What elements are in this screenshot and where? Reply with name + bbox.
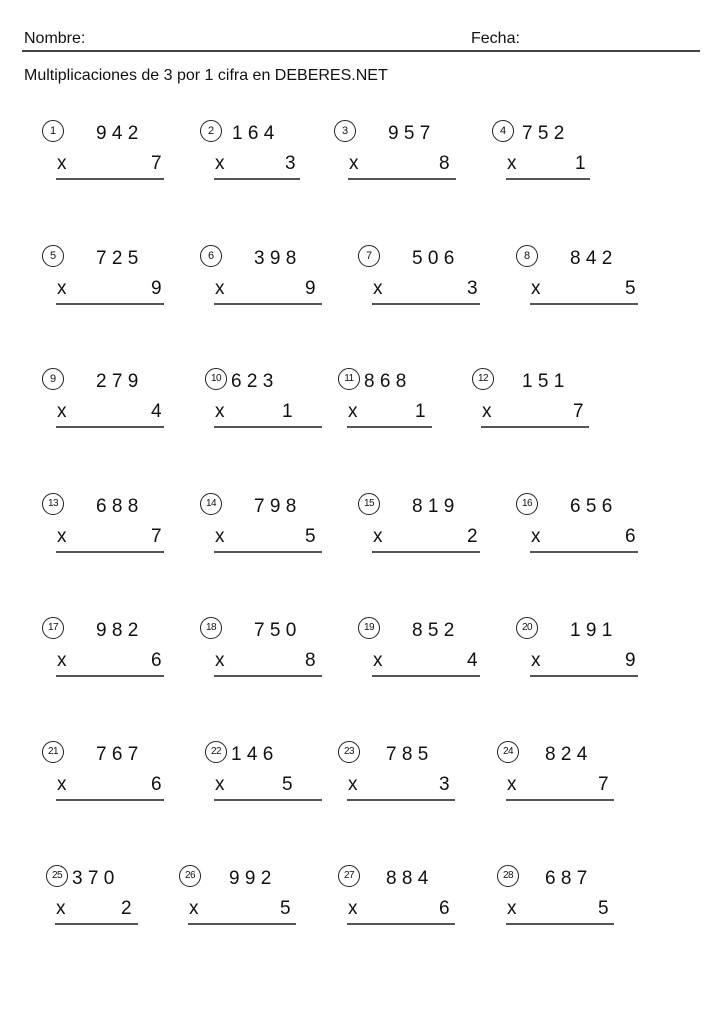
problem-number-badge: 17 — [42, 617, 64, 639]
problem-number-badge: 2 — [200, 120, 222, 142]
problem-28 — [497, 865, 627, 945]
multiply-sign: x — [215, 526, 225, 547]
problem-9 — [42, 368, 172, 448]
problem-number-badge: 1 — [42, 120, 64, 142]
multiplicand: 8 8 4 — [386, 868, 429, 889]
problem-number-badge: 14 — [200, 493, 222, 515]
multiplicand: 9 9 2 — [229, 868, 272, 889]
header-divider — [22, 50, 700, 52]
problem-5 — [42, 245, 172, 325]
multiplier: 2 — [467, 526, 478, 547]
multiplier: 7 — [573, 401, 584, 422]
answer-line — [372, 551, 480, 553]
problem-1 — [42, 120, 172, 200]
date-label: Fecha: — [471, 30, 520, 47]
problem-number-badge: 6 — [200, 245, 222, 267]
answer-line — [506, 799, 614, 801]
multiplier: 6 — [151, 774, 162, 795]
answer-line — [530, 551, 638, 553]
problem-number-badge: 12 — [472, 368, 494, 390]
multiplier: 4 — [151, 401, 162, 422]
multiplicand: 8 5 2 — [412, 620, 455, 641]
answer-line — [530, 675, 638, 677]
problem-number-badge: 3 — [334, 120, 356, 142]
multiplier: 5 — [625, 278, 636, 299]
name-label: Nombre: — [24, 30, 86, 47]
problem-17 — [42, 617, 172, 697]
multiply-sign: x — [215, 401, 225, 422]
multiply-sign: x — [215, 774, 225, 795]
problem-25 — [46, 865, 176, 945]
problem-19 — [358, 617, 488, 697]
multiplicand: 6 8 7 — [545, 868, 588, 889]
multiplier: 6 — [439, 898, 450, 919]
answer-line — [214, 799, 322, 801]
multiplier: 5 — [305, 526, 316, 547]
multiply-sign: x — [373, 526, 383, 547]
multiply-sign: x — [348, 898, 358, 919]
problem-number-badge: 26 — [179, 865, 201, 887]
multiply-sign: x — [507, 153, 517, 174]
answer-line — [506, 923, 614, 925]
multiplier: 3 — [467, 278, 478, 299]
multiply-sign: x — [349, 153, 359, 174]
answer-line — [347, 799, 455, 801]
multiplier: 6 — [151, 650, 162, 671]
multiplier: 5 — [598, 898, 609, 919]
problem-3 — [334, 120, 464, 200]
multiplicand: 3 9 8 — [254, 248, 297, 269]
answer-line — [481, 426, 589, 428]
problem-6 — [200, 245, 330, 325]
multiplier: 9 — [305, 278, 316, 299]
problem-number-badge: 10 — [205, 368, 227, 390]
multiplicand: 3 7 0 — [72, 868, 115, 889]
answer-line — [188, 923, 296, 925]
multiplier: 1 — [282, 401, 293, 422]
problem-number-badge: 16 — [516, 493, 538, 515]
worksheet-title: Multiplicaciones de 3 por 1 cifra en DEBERES.NET — [24, 67, 388, 84]
multiplier: 3 — [285, 153, 296, 174]
answer-line — [347, 426, 432, 428]
problem-number-badge: 11 — [338, 368, 360, 390]
problem-number-badge: 22 — [205, 741, 227, 763]
problem-number-badge: 28 — [497, 865, 519, 887]
problem-8 — [516, 245, 646, 325]
problem-14 — [200, 493, 330, 573]
multiplier: 8 — [305, 650, 316, 671]
multiplicand: 7 6 7 — [96, 744, 139, 765]
multiplier: 1 — [415, 401, 426, 422]
multiply-sign: x — [57, 650, 67, 671]
problem-16 — [516, 493, 646, 573]
answer-line — [372, 303, 480, 305]
multiplier: 6 — [625, 526, 636, 547]
multiplier: 7 — [151, 526, 162, 547]
problem-20 — [516, 617, 646, 697]
problem-2 — [200, 120, 330, 200]
problem-7 — [358, 245, 488, 325]
multiply-sign: x — [189, 898, 199, 919]
multiplicand: 8 6 8 — [364, 371, 407, 392]
problem-22 — [205, 741, 335, 821]
multiply-sign: x — [348, 401, 358, 422]
answer-line — [506, 178, 590, 180]
answer-line — [347, 923, 455, 925]
multiplier: 5 — [280, 898, 291, 919]
answer-line — [56, 303, 164, 305]
answer-line — [56, 799, 164, 801]
multiply-sign: x — [57, 278, 67, 299]
multiplicand: 9 8 2 — [96, 620, 139, 641]
problem-number-badge: 20 — [516, 617, 538, 639]
answer-line — [214, 675, 322, 677]
multiply-sign: x — [215, 153, 225, 174]
answer-line — [214, 178, 300, 180]
multiplicand: 8 1 9 — [412, 496, 455, 517]
multiply-sign: x — [531, 650, 541, 671]
problem-number-badge: 8 — [516, 245, 538, 267]
problem-13 — [42, 493, 172, 573]
multiplier: 7 — [151, 153, 162, 174]
multiply-sign: x — [215, 278, 225, 299]
answer-line — [56, 426, 164, 428]
multiply-sign: x — [531, 526, 541, 547]
answer-line — [214, 303, 322, 305]
multiplicand: 6 8 8 — [96, 496, 139, 517]
multiplicand: 8 4 2 — [570, 248, 613, 269]
multiply-sign: x — [215, 650, 225, 671]
multiply-sign: x — [57, 774, 67, 795]
answer-line — [530, 303, 638, 305]
problem-number-badge: 7 — [358, 245, 380, 267]
multiplicand: 7 5 2 — [522, 123, 565, 144]
multiply-sign: x — [57, 401, 67, 422]
multiply-sign: x — [348, 774, 358, 795]
multiplicand: 7 9 8 — [254, 496, 297, 517]
problem-10 — [205, 368, 335, 448]
problem-18 — [200, 617, 330, 697]
multiply-sign: x — [531, 278, 541, 299]
problem-23 — [338, 741, 468, 821]
problem-number-badge: 19 — [358, 617, 380, 639]
problem-number-badge: 5 — [42, 245, 64, 267]
answer-line — [56, 675, 164, 677]
multiply-sign: x — [57, 526, 67, 547]
problem-number-badge: 13 — [42, 493, 64, 515]
multiplicand: 7 2 5 — [96, 248, 139, 269]
answer-line — [214, 551, 322, 553]
multiplicand: 1 4 6 — [231, 744, 274, 765]
problem-number-badge: 25 — [46, 865, 68, 887]
answer-line — [56, 551, 164, 553]
answer-line — [56, 178, 164, 180]
problem-number-badge: 21 — [42, 741, 64, 763]
problem-number-badge: 23 — [338, 741, 360, 763]
multiplicand: 7 8 5 — [386, 744, 429, 765]
problem-4 — [492, 120, 622, 200]
multiply-sign: x — [56, 898, 66, 919]
multiplicand: 2 7 9 — [96, 371, 139, 392]
multiplicand: 1 6 4 — [232, 123, 275, 144]
multiplier: 9 — [151, 278, 162, 299]
multiplicand: 8 2 4 — [545, 744, 588, 765]
multiplier: 8 — [439, 153, 450, 174]
problem-number-badge: 18 — [200, 617, 222, 639]
multiply-sign: x — [507, 898, 517, 919]
problem-number-badge: 24 — [497, 741, 519, 763]
multiplicand: 1 9 1 — [570, 620, 613, 641]
multiplicand: 1 5 1 — [522, 371, 565, 392]
problem-number-badge: 9 — [42, 368, 64, 390]
problem-number-badge: 27 — [338, 865, 360, 887]
multiplicand: 6 5 6 — [570, 496, 613, 517]
problem-21 — [42, 741, 172, 821]
multiplier: 5 — [282, 774, 293, 795]
answer-line — [372, 675, 480, 677]
problem-27 — [338, 865, 468, 945]
multiplicand: 9 5 7 — [388, 123, 431, 144]
multiply-sign: x — [507, 774, 517, 795]
problem-15 — [358, 493, 488, 573]
answer-line — [214, 426, 322, 428]
multiplicand: 5 0 6 — [412, 248, 455, 269]
multiplicand: 9 4 2 — [96, 123, 139, 144]
multiplier: 2 — [121, 898, 132, 919]
multiplier: 1 — [575, 153, 586, 174]
problem-12 — [472, 368, 602, 448]
multiplier: 4 — [467, 650, 478, 671]
multiply-sign: x — [482, 401, 492, 422]
problem-26 — [179, 865, 309, 945]
answer-line — [55, 923, 138, 925]
answer-line — [348, 178, 456, 180]
multiplier: 7 — [598, 774, 609, 795]
multiply-sign: x — [373, 278, 383, 299]
multiplier: 3 — [439, 774, 450, 795]
multiplicand: 7 5 0 — [254, 620, 297, 641]
multiplicand: 6 2 3 — [231, 371, 274, 392]
problem-number-badge: 4 — [492, 120, 514, 142]
multiply-sign: x — [373, 650, 383, 671]
problem-11 — [338, 368, 468, 448]
problem-24 — [497, 741, 627, 821]
multiplier: 9 — [625, 650, 636, 671]
problem-number-badge: 15 — [358, 493, 380, 515]
multiply-sign: x — [57, 153, 67, 174]
